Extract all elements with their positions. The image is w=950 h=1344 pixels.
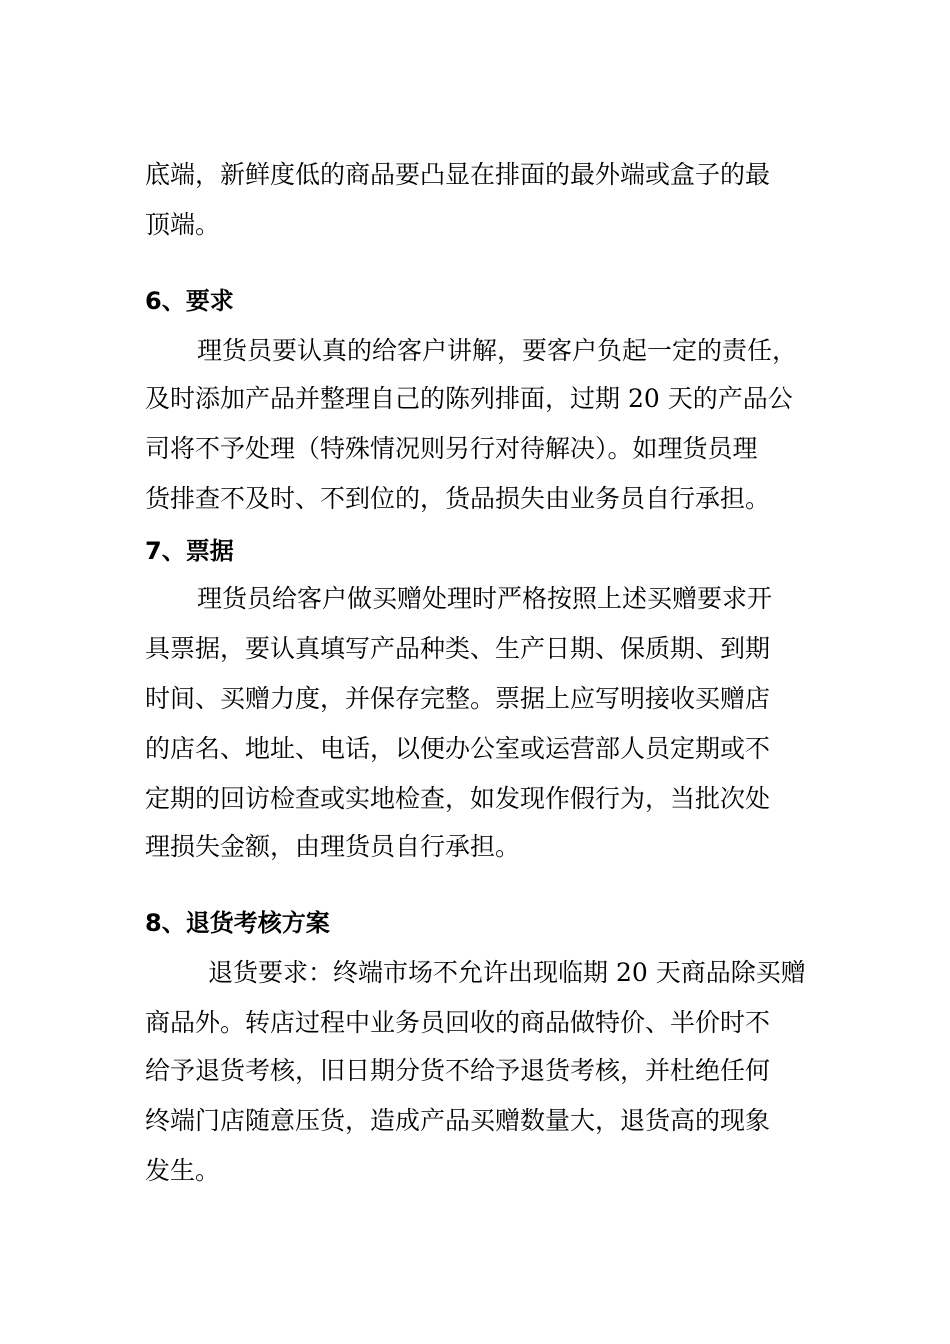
section-8-line-3: 给予退货考核，旧日期分货不给予退货考核，并杜绝任何 bbox=[145, 1056, 771, 1085]
section-8-line-4: 终端门店随意压货，造成产品买赠数量大，退货高的现象 bbox=[145, 1106, 771, 1135]
section-8-line-2: 商品外。转店过程中业务员回收的商品做特价、半价时不 bbox=[145, 1008, 771, 1037]
section-8-heading: 8、退货考核方案 bbox=[145, 909, 330, 937]
section-7-line-2: 具票据，要认真填写产品种类、生产日期、保质期、到期 bbox=[145, 634, 771, 663]
section-7-line-4: 的店名、地址、电话，以便办公室或运营部人员定期或不 bbox=[145, 734, 771, 763]
section-8-line-1: 退货要求：终端市场不允许出现临期 20 天商品除买赠 bbox=[208, 958, 806, 987]
intro-line-1: 底端，新鲜度低的商品要凸显在排面的最外端或盒子的最 bbox=[145, 160, 771, 189]
section-6-line-4: 货排查不及时、不到位的，货品损失由业务员自行承担。 bbox=[145, 484, 771, 513]
section-7-line-5: 定期的回访检查或实地检查，如发现作假行为，当批次处 bbox=[145, 784, 771, 813]
section-7-line-3: 时间、买赠力度，并保存完整。票据上应写明接收买赠店 bbox=[145, 684, 771, 713]
section-7-line-6: 理损失金额，由理货员自行承担。 bbox=[145, 832, 521, 861]
section-6-heading: 6、要求 bbox=[145, 287, 234, 315]
section-6-line-3: 司将不予处理（特殊情况则另行对待解决）。如理货员理 bbox=[145, 434, 758, 463]
section-6-line-2: 及时添加产品并整理自己的陈列排面，过期 20 天的产品公 bbox=[145, 384, 793, 413]
intro-line-2: 顶端。 bbox=[145, 210, 221, 239]
section-6-line-1: 理货员要认真的给客户讲解，要客户负起一定的责任， bbox=[197, 336, 798, 365]
section-7-line-1: 理货员给客户做买赠处理时严格按照上述买赠要求开 bbox=[197, 584, 773, 613]
section-7-heading: 7、票据 bbox=[145, 537, 234, 565]
section-8-line-5: 发生。 bbox=[145, 1156, 221, 1185]
